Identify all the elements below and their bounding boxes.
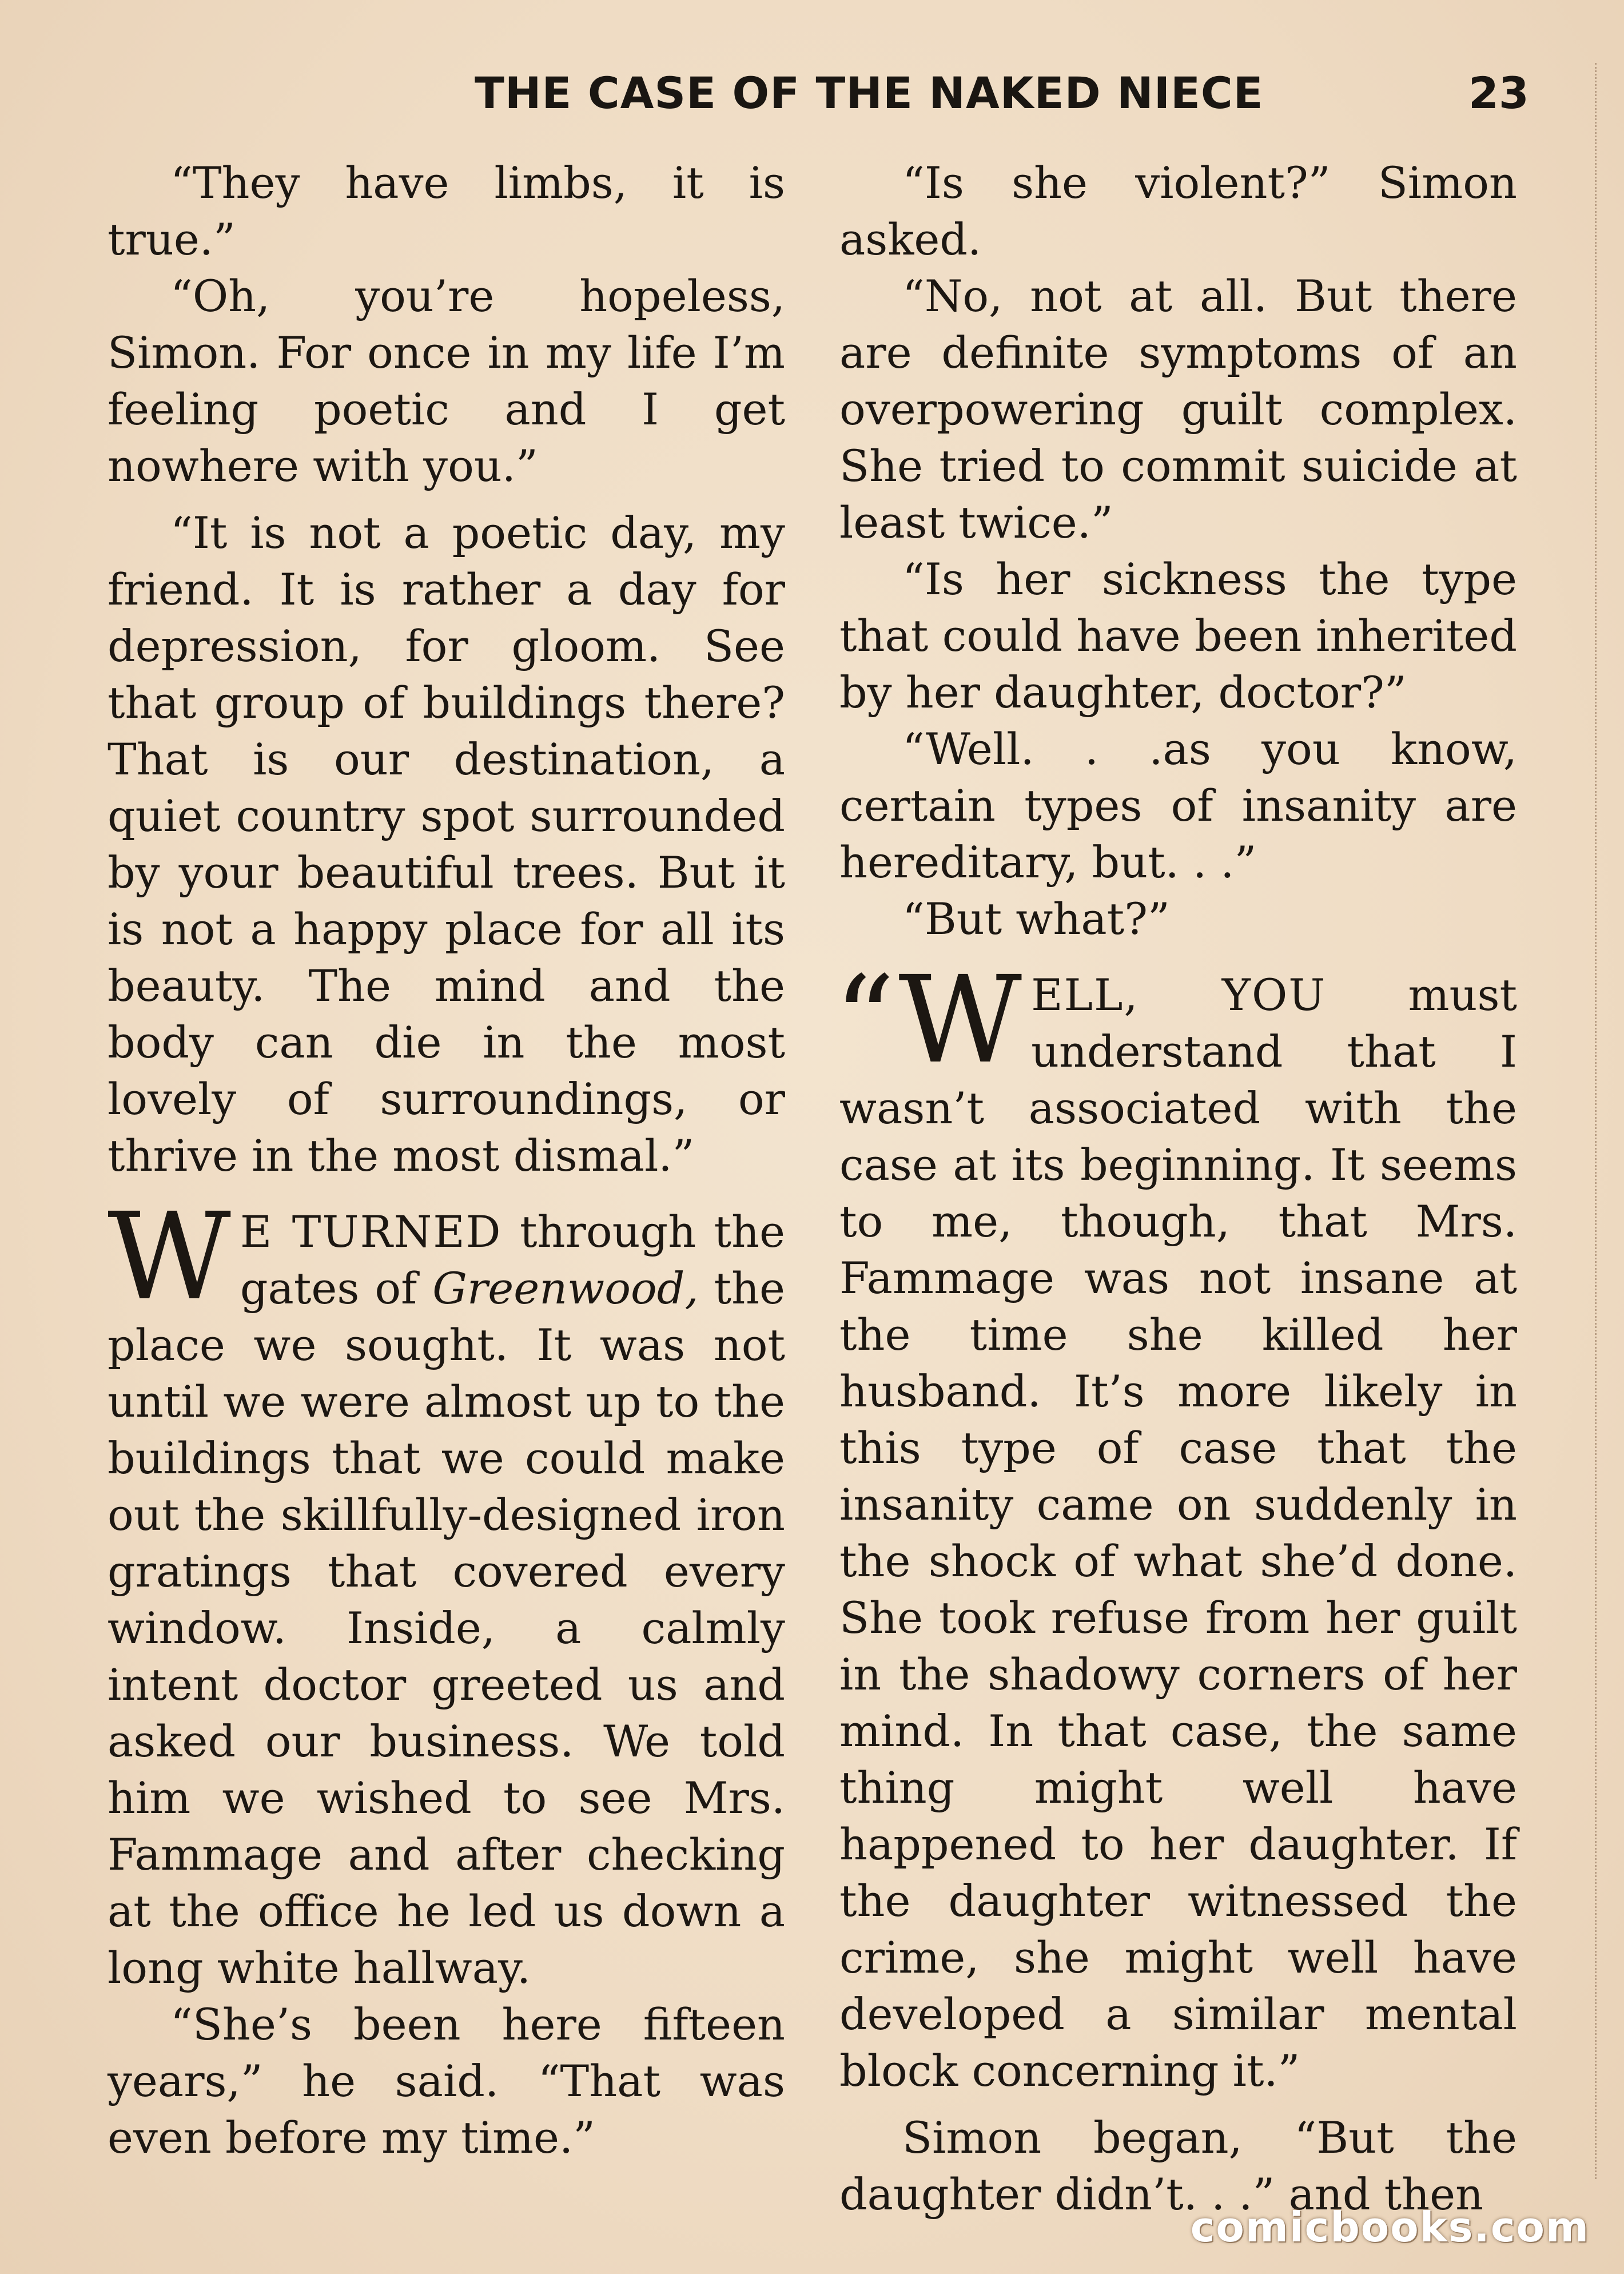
drop-cap-paragraph (834, 950, 1518, 2099)
paragraph: “Is her sickness the type that could have been inherited by her daughter, doctor?” (839, 554, 1517, 718)
watermark: comicbooks.com (1190, 2203, 1590, 2251)
drop-cap: W (108, 1187, 231, 1327)
paragraph: “No, not at all. But there are definite symptoms of an overpowering guilt complex. She tried to commit suicide at least twice.” (839, 271, 1517, 548)
paragraph-text: through the gates of (240, 1206, 786, 1314)
paragraph: “Well. . .as you know, certain types of insanity are hereditary, but. . .” (839, 723, 1517, 888)
running-header (0, 67, 1624, 130)
paragraph: “It is not a poetic day, my friend. It is rather a day for depression, for gloom. See that group of buildings there? That is our destination, a quiet country spot surrounded by your beautiful trees. But it is not a happy place for all its beauty. The mind and the body can die in the most lovely of surroundings, or thrive in the most dismal.” (108, 507, 785, 1181)
lead-in-caps: ELL, YOU (1031, 969, 1327, 1020)
paragraph: “But what?” (902, 893, 1170, 944)
paragraph: Simon began, “But the daughter didn’t. . .” and then (839, 2112, 1517, 2220)
left-column (108, 154, 785, 2166)
lead-in-caps: E TURNED (240, 1206, 502, 1257)
drop-cap: “W (834, 950, 1022, 1090)
right-column (834, 154, 1518, 2223)
paragraph: “Is she violent?” Simon asked. (839, 157, 1517, 265)
paragraph: “She’s been here fifteen years,” he said. “That was even before my time.” (108, 1999, 785, 2163)
running-title: THE CASE OF THE NAKED NIECE (475, 67, 1264, 118)
paragraph: “They have limbs, it is true.” (108, 157, 785, 265)
paragraph-text: must understand that I wasn’t associated with the case at its beginning. It seems to me, though, that Mrs. Fammage was not insane at the time she killed her husband. It’s more likely in this type of case that the insanity came on suddenly in the shock of what she’d done. She took refuse from her guilt in the shadowy corners of her mind. In that case, the same thing might well have happened to her daughter. If the daughter witnessed the crime, she might well have developed a similar mental block concerning it.” (839, 969, 1518, 2096)
page-edge-mark (1593, 63, 1597, 2179)
paragraph: “Oh, you’re hopeless, Simon. For once in my life I’m feeling poetic and I get nowhere with you.” (108, 271, 785, 491)
paragraph-text: the place we sought. It was not until we were almost up to the buildings that we could make out the skillfully-designed iron gratings that covered every window. Inside, a calmly intent doctor greeted us and asked our business. We told him we wished to see Mrs. Fammage and after checking at the office he led us down a long white hallway. (108, 1263, 786, 1993)
drop-cap-paragraph (108, 1187, 786, 1996)
page-number: 23 (1468, 67, 1529, 118)
italic-place-name: Greenwood, (432, 1263, 699, 1314)
